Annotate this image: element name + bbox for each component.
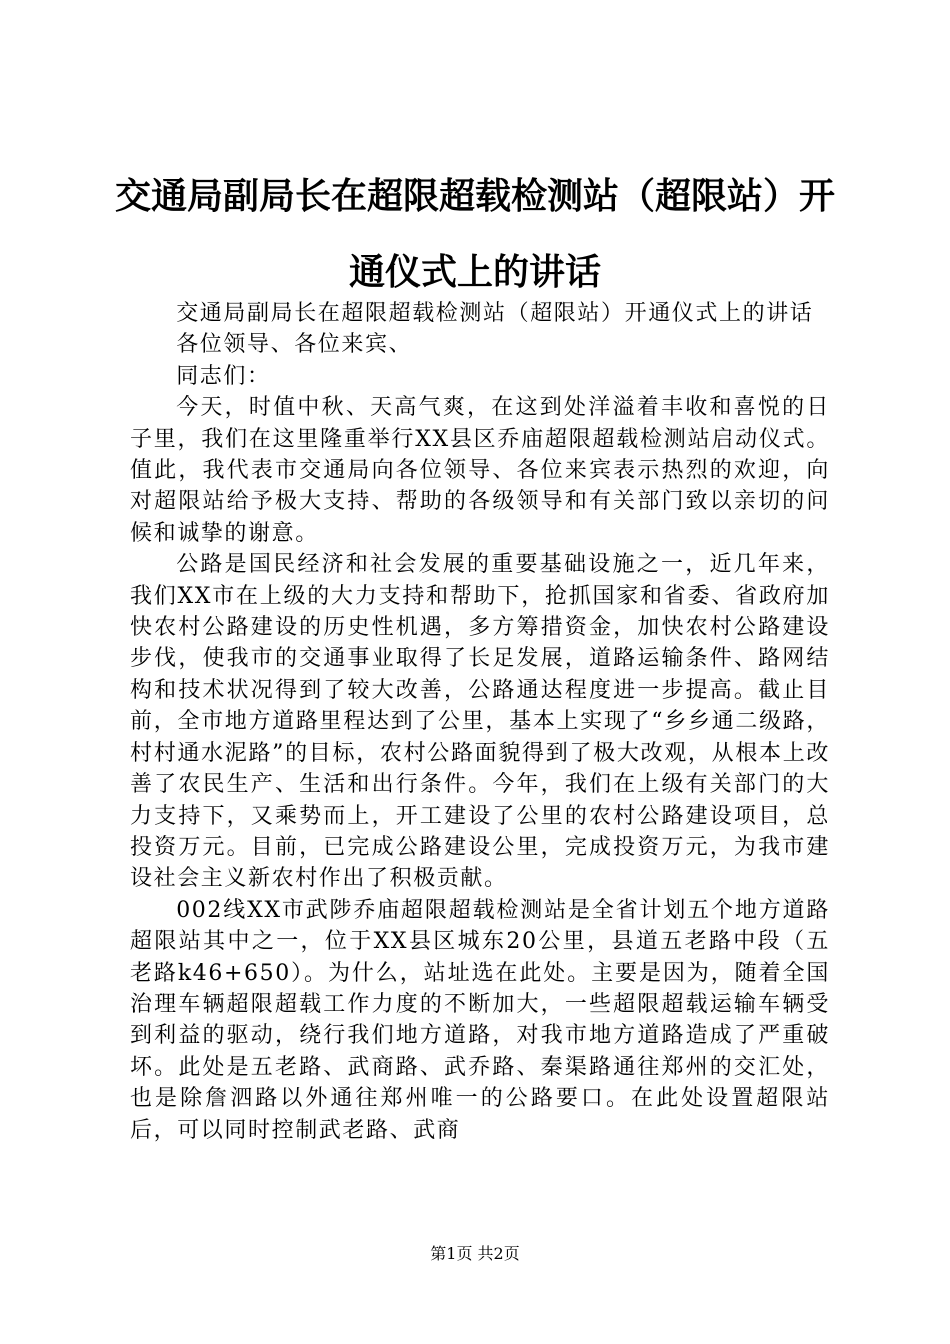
paragraph-salutation: 各位领导、各位来宾、 [176,332,413,358]
document-title: 交通局副局长在超限超载检测站（超限站）开通仪式上的讲话 [114,175,835,293]
paragraph-heading-repeat: 交通局副局长在超限超载检测站（超限站）开通仪式上的讲话 [176,301,814,326]
paragraph-comrades: 同志们： [176,363,271,389]
page-number: 第1页 共2页 [430,1244,520,1263]
paragraph-opening: 今天，时值中秋、天高气爽，在这到处洋溢着丰收和喜悦的日子里，我们在这里隆重举行XX县区乔庙超限超载检测站启动仪式。值此，我代表市交通局向各位领导、各位来宾表示热烈的欢迎，向对超限站给予极大支持、帮助的各级领导和有关部门致以亲切的问候和诚挚的谢意。 [130,395,830,546]
paragraph-station-location: 002线XX市武陟乔庙超限超载检测站是全省计划五个地方道路超限站其中之一，位于XX县区城东20公里，县道五老路中段（五老路k46+650）。为什么，站址选在此处。主要是因为，随着全国治理车辆超限超载工作力度的不断加大，一些超限超载运输车辆受到利益的驱动，绕行我们地方道路，对我市地方道路造成了严重破坏。此处是五老路、武商路、武乔路、秦渠路通往郑州的交汇处，也是除詹泗路以外通往郑州唯一的公路要口。在此处设置超限站后，可以同时控制武老路、武商 [130,897,830,1143]
document-body [130,298,830,1146]
paragraph-highway-development: 公路是国民经济和社会发展的重要基础设施之一，近几年来，我们XX市在上级的大力支持和帮助下，抢抓国家和省委、省政府加快农村公路建设的历史性机遇，多方筹措资金，加快农村公路建设步伐，使我市的交通事业取得了长足发展，道路运输条件、路网结构和技术状况得到了较大改善，公路通达程度进一步提高。截止目前，全市地方道路里程达到了公里，基本上实现了“乡乡通二级路，村村通水泥路”的目标，农村公路面貌得到了极大改观，从根本上改善了农民生产、生活和出行条件。今年，我们在上级有关部门的大力支持下，又乘势而上，开工建设了公里的农村公路建设项目，总投资万元。目前，已完成公路建设公里，完成投资万元，为我市建设社会主义新农村作出了积极贡献。 [130,552,830,892]
